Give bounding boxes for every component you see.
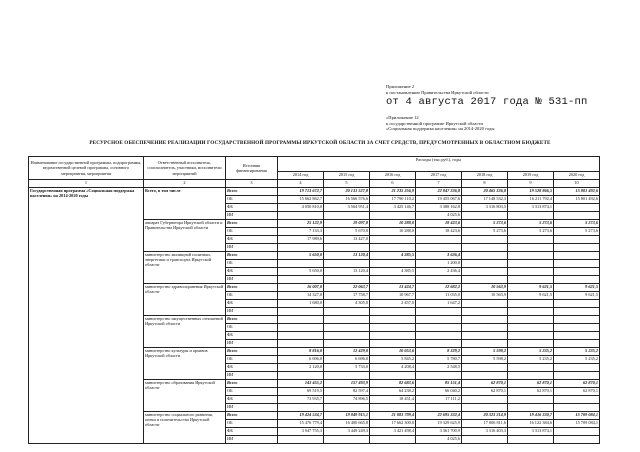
value-cell	[508, 260, 554, 268]
value-cell	[324, 340, 370, 348]
value-cell: 21 235 256,9	[370, 188, 416, 196]
value-cell	[370, 340, 416, 348]
value-cell	[278, 436, 324, 444]
value-cell: 3 313 874,1	[508, 428, 554, 436]
value-cell	[554, 332, 600, 340]
value-cell: 17 006 811,6	[462, 420, 508, 428]
value-cell: 13 427,0	[324, 236, 370, 244]
value-cell: 19 849 915,1	[324, 412, 370, 420]
column-number: 6	[370, 180, 416, 188]
value-cell	[416, 372, 462, 380]
value-cell	[462, 244, 508, 252]
value-cell	[416, 404, 462, 412]
column-number: 10	[554, 180, 600, 188]
value-cell: 62 870,1	[508, 388, 554, 396]
value-cell: 5 273,6	[508, 220, 554, 228]
value-cell	[462, 324, 508, 332]
value-cell: 3 421 498,4	[370, 428, 416, 436]
value-cell	[554, 212, 600, 220]
value-cell	[554, 260, 600, 268]
column-number: 2	[144, 180, 226, 188]
value-cell	[554, 428, 600, 436]
value-cell	[416, 340, 462, 348]
value-cell	[462, 212, 508, 220]
value-cell	[508, 340, 554, 348]
value-cell	[278, 276, 324, 284]
decree-date-number: от 4 августа 2017 года № 531-пп	[386, 96, 588, 109]
executor-cell: министерство образования Иркутской области	[144, 380, 226, 412]
value-cell: 2 120,0	[278, 364, 324, 372]
appendix12-line: к государственной программе Иркутской области	[386, 120, 483, 126]
value-cell: 4 208,4	[370, 364, 416, 372]
document-title: РЕСУРСНОЕ ОБЕСПЕЧЕНИЕ РЕАЛИЗАЦИИ ГОСУДАРСТВЕННОЙ ПРОГРАММЫ ИРКУТСКОЙ ОБЛАСТИ ЗА СЧЕТ СРЕДСТВ, ПРЕДУСМОТРЕННЫХ В ОБЛАСТНОМ БЮДЖЕТЕ	[89, 140, 551, 146]
value-cell: 16 007,0	[278, 284, 324, 292]
value-cell: 82 683,6	[370, 380, 416, 388]
value-cell	[278, 404, 324, 412]
value-cell	[370, 244, 416, 252]
value-cell: 4 385,5	[370, 252, 416, 260]
value-cell	[416, 244, 462, 252]
value-cell: 9 621,5	[554, 284, 600, 292]
resource-table	[28, 156, 600, 444]
executor-cell: министерство имущественных отношений Иркутской области	[144, 316, 226, 348]
source-cell: Всего	[226, 220, 278, 228]
value-cell: 69 519,5	[278, 388, 324, 396]
value-cell	[370, 276, 416, 284]
value-cell: 12 682,2	[416, 284, 462, 292]
appendix12-line: «Приложение 12	[386, 115, 419, 120]
value-cell: 4 305,0	[324, 300, 370, 308]
value-cell: 143 455,2	[278, 380, 324, 388]
value-cell: 7 133,3	[278, 228, 324, 236]
value-cell: 17 148 532,3	[462, 196, 508, 204]
executor-cell: министерство культуры и архивов Иркутской области	[144, 348, 226, 380]
column-number: 8	[462, 180, 508, 188]
source-cell: ИИ	[226, 244, 278, 252]
value-cell: 17 662 300,0	[370, 420, 416, 428]
value-cell: 5 598,2	[462, 348, 508, 356]
value-cell	[462, 316, 508, 324]
value-cell: 4 385,5	[370, 268, 416, 276]
year-header: 2019 год	[508, 171, 554, 179]
source-cell: ОБ	[226, 324, 278, 332]
value-cell	[462, 332, 508, 340]
value-cell	[462, 340, 508, 348]
value-cell	[554, 364, 600, 372]
value-cell: 73 935,7	[278, 396, 324, 404]
value-cell	[554, 300, 600, 308]
value-cell: 10 563,9	[462, 284, 508, 292]
value-cell: 19 416 330,7	[508, 412, 554, 420]
value-cell: 1 200,0	[416, 260, 462, 268]
column-number: 3	[226, 180, 278, 188]
year-header: 2018 год	[462, 171, 508, 179]
value-cell: 16 400 665,8	[324, 420, 370, 428]
value-cell: 10 288,0	[370, 228, 416, 236]
value-cell	[554, 404, 600, 412]
value-cell	[554, 276, 600, 284]
value-cell: 12 429,0	[324, 348, 370, 356]
value-cell: 74 896,5	[324, 396, 370, 404]
value-cell	[554, 204, 600, 212]
value-cell: 17 758,7	[324, 292, 370, 300]
value-cell: 9 621,5	[554, 292, 600, 300]
col-header-program: Наименование государственной программы, подпрограммы, ведомственной целевой программы, основного мероприятия, мероприятия	[29, 157, 144, 180]
value-cell	[278, 372, 324, 380]
source-cell: Всего	[226, 284, 278, 292]
col-header-executor: Ответственный исполнитель, соисполнитель, участники, исполнители мероприятий	[144, 157, 226, 180]
value-cell	[508, 252, 554, 260]
source-cell: ФБ	[226, 364, 278, 372]
value-cell	[462, 268, 508, 276]
value-cell	[554, 244, 600, 252]
value-cell	[324, 244, 370, 252]
value-cell	[416, 332, 462, 340]
value-cell	[508, 276, 554, 284]
value-cell: 16 122 384,6	[508, 420, 554, 428]
value-cell	[554, 396, 600, 404]
value-cell: 10 967,7	[370, 292, 416, 300]
value-cell: 5 273,6	[462, 220, 508, 228]
value-cell: 5 845,2	[370, 356, 416, 364]
value-cell	[370, 308, 416, 316]
source-cell: Всего	[226, 252, 278, 260]
value-cell	[462, 300, 508, 308]
value-cell: 5 273,6	[462, 228, 508, 236]
source-cell: ФБ	[226, 300, 278, 308]
value-cell: 17 989,6	[278, 236, 324, 244]
executor-cell: аппарат Губернатора Иркутской области и Правительства Иркутской области	[144, 220, 226, 252]
source-cell: ИИ	[226, 404, 278, 412]
value-cell: 16 211 792,4	[508, 196, 554, 204]
value-cell	[462, 260, 508, 268]
value-cell	[554, 372, 600, 380]
value-cell: 22 063,7	[324, 284, 370, 292]
value-cell	[554, 324, 600, 332]
value-cell	[508, 212, 554, 220]
source-cell: ИИ	[226, 436, 278, 444]
value-cell	[462, 308, 508, 316]
value-cell: 5 235,2	[508, 348, 554, 356]
value-cell: 14 327,0	[278, 292, 324, 300]
value-cell: 22 695 332,4	[416, 412, 462, 420]
source-cell: ОБ	[226, 356, 278, 364]
value-cell: 5 235,2	[554, 356, 600, 364]
value-cell	[370, 404, 416, 412]
value-cell: 20 465 336,8	[462, 188, 508, 196]
source-cell: ФБ	[226, 268, 278, 276]
value-cell	[554, 236, 600, 244]
value-cell: 22 847 236,8	[416, 188, 462, 196]
value-cell	[508, 404, 554, 412]
value-cell: 66 040,2	[416, 388, 462, 396]
value-cell	[508, 268, 554, 276]
source-cell: Всего	[226, 348, 278, 356]
value-cell: 10 053,6	[370, 348, 416, 356]
value-cell: 82 597,4	[324, 388, 370, 396]
appendix-line: к постановлению Правительства Иркутской области	[386, 89, 489, 95]
value-cell: 15 476 779,4	[278, 420, 324, 428]
value-cell: 9 621,5	[508, 284, 554, 292]
source-cell: ОБ	[226, 228, 278, 236]
column-number: 1	[29, 180, 144, 188]
value-cell: 5 780,7	[416, 356, 462, 364]
col-header-expenses: Расходы (тыс.руб.), годы	[278, 157, 600, 172]
column-number: 9	[508, 180, 554, 188]
value-cell	[416, 236, 462, 244]
value-cell	[278, 340, 324, 348]
value-cell: 3 361 700,9	[416, 428, 462, 436]
executor-cell: министерство социального развития, опеки и попечительства Иркутской области	[144, 412, 226, 444]
appendix-line: Приложение 2	[386, 84, 415, 89]
source-cell: ОБ	[226, 196, 278, 204]
value-cell: 3 316 403,3	[462, 428, 508, 436]
year-header: 2015 год	[324, 171, 370, 179]
source-cell: ОБ	[226, 292, 278, 300]
value-cell	[324, 316, 370, 324]
value-cell	[508, 324, 554, 332]
column-number: 7	[416, 180, 462, 188]
executor-cell: министерство жилищной политики, энергетики и транспорта Иркутской области	[144, 252, 226, 284]
value-cell: 18 423,6	[416, 228, 462, 236]
value-cell: 15 662 862,7	[278, 196, 324, 204]
value-cell: 5 273,6	[554, 220, 600, 228]
value-cell	[416, 316, 462, 324]
value-cell: 1 680,0	[278, 300, 324, 308]
year-header: 2020 год	[554, 171, 600, 179]
value-cell: 17 790 110,2	[370, 196, 416, 204]
year-header: 2014 год	[278, 171, 324, 179]
value-cell	[278, 332, 324, 340]
value-cell: 3 636,4	[416, 252, 462, 260]
value-cell: 3 947 755,3	[278, 428, 324, 436]
value-cell	[462, 404, 508, 412]
value-cell	[508, 364, 554, 372]
value-cell: 8 816,0	[278, 348, 324, 356]
source-cell: ИИ	[226, 372, 278, 380]
source-cell: ОБ	[226, 420, 278, 428]
value-cell	[462, 396, 508, 404]
source-cell: Всего	[226, 412, 278, 420]
value-cell	[508, 236, 554, 244]
value-cell: 20 323 214,9	[462, 412, 508, 420]
value-cell: 17 111,2	[416, 396, 462, 404]
value-cell: 64 238,2	[370, 388, 416, 396]
source-cell: ОБ	[226, 260, 278, 268]
value-cell	[508, 372, 554, 380]
value-cell: 13 120,4	[324, 252, 370, 260]
value-cell: 3 564 951,4	[324, 204, 370, 212]
value-cell: 16 566 576,6	[324, 196, 370, 204]
value-cell	[278, 316, 324, 324]
value-cell	[324, 436, 370, 444]
value-cell	[370, 436, 416, 444]
col-header-source: Источник финансирования	[226, 157, 278, 180]
source-cell: ФБ	[226, 236, 278, 244]
table-row	[29, 188, 600, 196]
value-cell: 19 455 067,6	[416, 196, 462, 204]
value-cell: 15 709 084,1	[554, 412, 600, 420]
value-cell: 1 647,2	[416, 300, 462, 308]
value-cell: 4 050 810,0	[278, 204, 324, 212]
value-cell: 13 120,4	[324, 268, 370, 276]
year-header: 2017 год	[416, 171, 462, 179]
value-cell	[508, 436, 554, 444]
value-cell: 3 388 162,8	[416, 204, 462, 212]
value-cell: 18 451,4	[370, 396, 416, 404]
value-cell: 5 650,0	[278, 268, 324, 276]
appendix12-header	[386, 115, 626, 132]
value-cell: 19 329 625,9	[416, 420, 462, 428]
value-cell: 5 650,0	[278, 252, 324, 260]
source-cell: ФБ	[226, 332, 278, 340]
source-cell: ФБ	[226, 396, 278, 404]
program-name-cell: Государственная программа «Социальная поддержка населения» на 2014-2020 годы	[29, 188, 144, 444]
value-cell: 62 870,1	[508, 380, 554, 388]
value-cell: 5 273,6	[554, 228, 600, 236]
value-cell: 15 709 084,1	[554, 420, 600, 428]
value-cell	[324, 212, 370, 220]
value-cell	[370, 332, 416, 340]
executor-cell: Всего, в том числе	[144, 188, 226, 220]
value-cell: 157 493,9	[324, 380, 370, 388]
value-cell: 5 733,0	[324, 364, 370, 372]
value-cell	[508, 300, 554, 308]
value-cell: 2 457,0	[370, 300, 416, 308]
source-cell: Всего	[226, 188, 278, 196]
column-number: 4	[278, 180, 324, 188]
value-cell: 18 423,6	[416, 220, 462, 228]
value-cell	[462, 436, 508, 444]
source-cell: ИИ	[226, 340, 278, 348]
value-cell	[324, 332, 370, 340]
value-cell: 5 273,6	[508, 228, 554, 236]
value-cell: 19 097,8	[324, 220, 370, 228]
value-cell	[416, 276, 462, 284]
value-cell	[554, 252, 600, 260]
value-cell	[462, 372, 508, 380]
value-cell: 3 313 874,1	[508, 204, 554, 212]
value-cell	[324, 276, 370, 284]
value-cell: 5 235,2	[508, 356, 554, 364]
value-cell	[508, 244, 554, 252]
value-cell	[554, 436, 600, 444]
value-cell: 2 548,5	[416, 364, 462, 372]
source-cell: ФБ	[226, 428, 278, 436]
appendix-header	[386, 84, 626, 108]
value-cell: 62 870,1	[554, 388, 600, 396]
source-cell: ИИ	[226, 308, 278, 316]
value-cell: 10 288,0	[370, 220, 416, 228]
value-cell	[462, 252, 508, 260]
year-header: 2016 год	[370, 171, 416, 179]
value-cell: 9 621,5	[508, 292, 554, 300]
value-cell	[370, 372, 416, 380]
source-cell: ФБ	[226, 204, 278, 212]
value-cell	[278, 244, 324, 252]
value-cell	[462, 364, 508, 372]
value-cell	[462, 236, 508, 244]
value-cell	[370, 260, 416, 268]
value-cell: 11 035,0	[416, 292, 462, 300]
value-cell	[508, 308, 554, 316]
value-cell: 2 436,4	[416, 268, 462, 276]
value-cell	[324, 404, 370, 412]
value-cell	[554, 340, 600, 348]
value-cell: 3 316 803,5	[462, 204, 508, 212]
value-cell: 8 329,2	[416, 348, 462, 356]
value-cell: 15 801 492,6	[554, 196, 600, 204]
value-cell	[554, 308, 600, 316]
value-cell: 6 696,0	[324, 356, 370, 364]
value-cell: 20 131 527,8	[324, 188, 370, 196]
value-cell: 62 870,1	[554, 380, 600, 388]
source-cell: ИИ	[226, 212, 278, 220]
value-cell: 19 528 866,5	[508, 188, 554, 196]
value-cell	[278, 308, 324, 316]
value-cell	[370, 236, 416, 244]
value-cell: 4 025,6	[416, 436, 462, 444]
value-cell: 10 563,9	[462, 292, 508, 300]
value-cell: 62 870,1	[462, 388, 508, 396]
value-cell	[508, 396, 554, 404]
value-cell: 4 025,6	[416, 212, 462, 220]
value-cell	[416, 308, 462, 316]
value-cell	[324, 260, 370, 268]
value-cell	[554, 316, 600, 324]
value-cell	[324, 372, 370, 380]
value-cell: 21 083 799,4	[370, 412, 416, 420]
value-cell	[370, 212, 416, 220]
value-cell: 85 151,4	[416, 380, 462, 388]
source-cell: Всего	[226, 316, 278, 324]
value-cell: 3 449 249,3	[324, 428, 370, 436]
value-cell	[278, 324, 324, 332]
value-cell: 13 424,7	[370, 284, 416, 292]
value-cell: 6 696,0	[278, 356, 324, 364]
value-cell	[416, 324, 462, 332]
value-cell	[324, 324, 370, 332]
value-cell	[278, 212, 324, 220]
value-cell: 19 424 534,7	[278, 412, 324, 420]
source-cell: ИИ	[226, 276, 278, 284]
value-cell: 5 670,8	[324, 228, 370, 236]
source-cell: Всего	[226, 380, 278, 388]
appendix12-line: «Социальная поддержка населения» на 2014-2020 годы	[386, 126, 495, 132]
value-cell	[554, 268, 600, 276]
value-cell: 5 235,2	[554, 348, 600, 356]
source-cell: ОБ	[226, 388, 278, 396]
value-cell	[370, 324, 416, 332]
executor-cell: министерство здравоохранения Иркутской области	[144, 284, 226, 316]
value-cell	[508, 332, 554, 340]
value-cell	[370, 316, 416, 324]
value-cell: 3 425 146,7	[370, 204, 416, 212]
value-cell: 62 870,1	[462, 380, 508, 388]
value-cell	[462, 276, 508, 284]
value-cell: 25 122,9	[278, 220, 324, 228]
value-cell: 15 801 492,6	[554, 188, 600, 196]
value-cell	[324, 308, 370, 316]
value-cell: 19 713 672,7	[278, 188, 324, 196]
value-cell: 5 598,2	[462, 356, 508, 364]
column-number: 5	[324, 180, 370, 188]
value-cell	[278, 260, 324, 268]
value-cell	[508, 316, 554, 324]
